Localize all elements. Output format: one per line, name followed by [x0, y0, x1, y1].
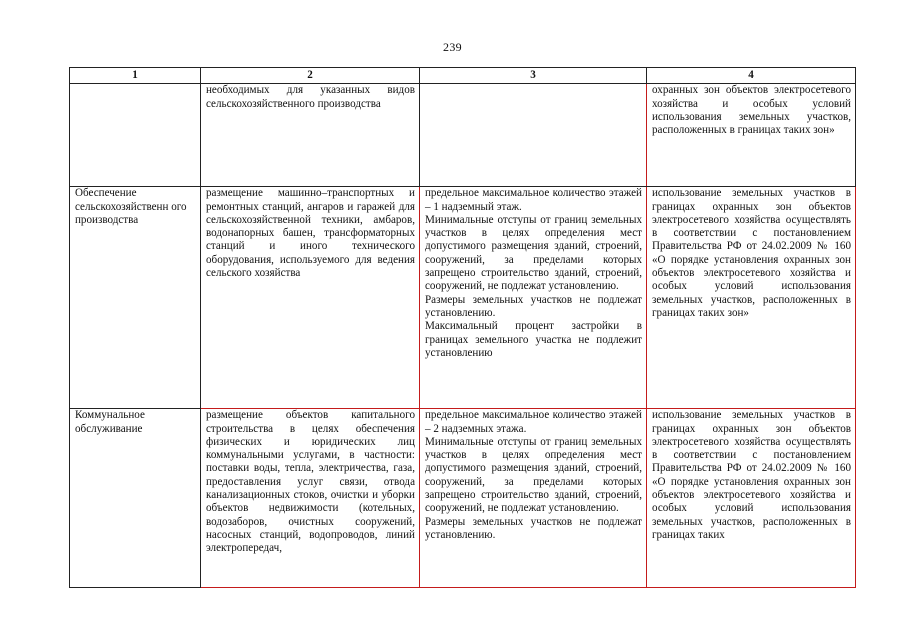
parameter-paragraph: Размеры земельных участков не подлежат установлению.	[425, 515, 642, 541]
parameter-paragraph: предельное максимальное количество этажей – 1 надземный этаж.	[425, 187, 642, 213]
use-name-cell: Коммунальное обслуживание	[70, 409, 201, 588]
parameters-cell	[420, 187, 647, 409]
use-name-cell: Обеспечение сельскохозяйственн ого производства	[70, 187, 201, 409]
page-number: 239	[443, 40, 462, 54]
use-description-cell: размещение машинно–транспортных и ремонтных станций, ангаров и гаражей для сельскохозяйственной техники, амбаров, водонапорных башен, трансформаторных станций и иного технического оборудования, используемого для ведения сельского хозяйства	[201, 187, 420, 409]
parameter-paragraph: Минимальные отступы от границ земельных участков в целях определения мест допустимого размещения зданий, строений, сооружений, за пределами которых запрещено строительство зданий, строений, сооружений, не подлежат установлению.	[425, 435, 642, 515]
table-row	[70, 187, 856, 409]
column-header-3: 3	[420, 68, 647, 84]
table-row	[70, 84, 856, 187]
header-row	[70, 68, 856, 84]
table-row	[70, 409, 856, 588]
parameters-cell	[420, 409, 647, 588]
parameter-paragraph: предельное максимальное количество этажей – 2 надземных этажа.	[425, 409, 642, 435]
column-header-2: 2	[201, 68, 420, 84]
restrictions-cell: охранных зон объектов электросетевого хозяйства и особых условий использования земельных участков, расположенных в границах таких зон»	[647, 84, 856, 187]
use-name-cell	[70, 84, 201, 187]
zoning-table	[69, 67, 856, 588]
parameters-cell	[420, 84, 647, 187]
parameter-paragraph: Размеры земельных участков не подлежат установлению.	[425, 293, 642, 319]
use-description-cell: необходимых для указанных видов сельскохозяйственного производства	[201, 84, 420, 187]
column-header-4: 4	[647, 68, 856, 84]
restrictions-cell: использование земельных участков в границах охранных зон объектов электросетевого хозяйства осуществлять в соответствии с постановлением Правительства РФ от 24.02.2009 № 160 «О порядке установления охранных зон объектов электросетевого хозяйства и особых условий использования земельных участков, расположенных в границах таких зон»	[647, 187, 856, 409]
use-description-cell: размещение объектов капитального строительства в целях обеспечения физических и юридических лиц коммунальными услугами, в частности: поставки воды, тепла, электричества, газа, предоставления услуг связи, отвода канализационных стоков, очистки и уборки объектов недвижимости (котельных, водозаборов, очистных сооружений, насосных станций, водопроводов, линий электропередач,	[201, 409, 420, 588]
parameter-paragraph: Минимальные отступы от границ земельных участков в целях определения мест допустимого размещения зданий, строений, сооружений, за пределами которых запрещено строительство зданий, строений, сооружений, не подлежат установлению.	[425, 213, 642, 293]
parameter-paragraph: Максимальный процент застройки в границах земельного участка не подлежит установлению	[425, 320, 642, 359]
column-header-1: 1	[70, 68, 201, 84]
restrictions-cell: использование земельных участков в границах охранных зон объектов электросетевого хозяйства осуществлять в соответствии с постановлением Правительства РФ от 24.02.2009 № 160 «О порядке установления охранных зон объектов электросетевого хозяйства и особых условий использования земельных участков, расположенных в границах таких	[647, 409, 856, 588]
